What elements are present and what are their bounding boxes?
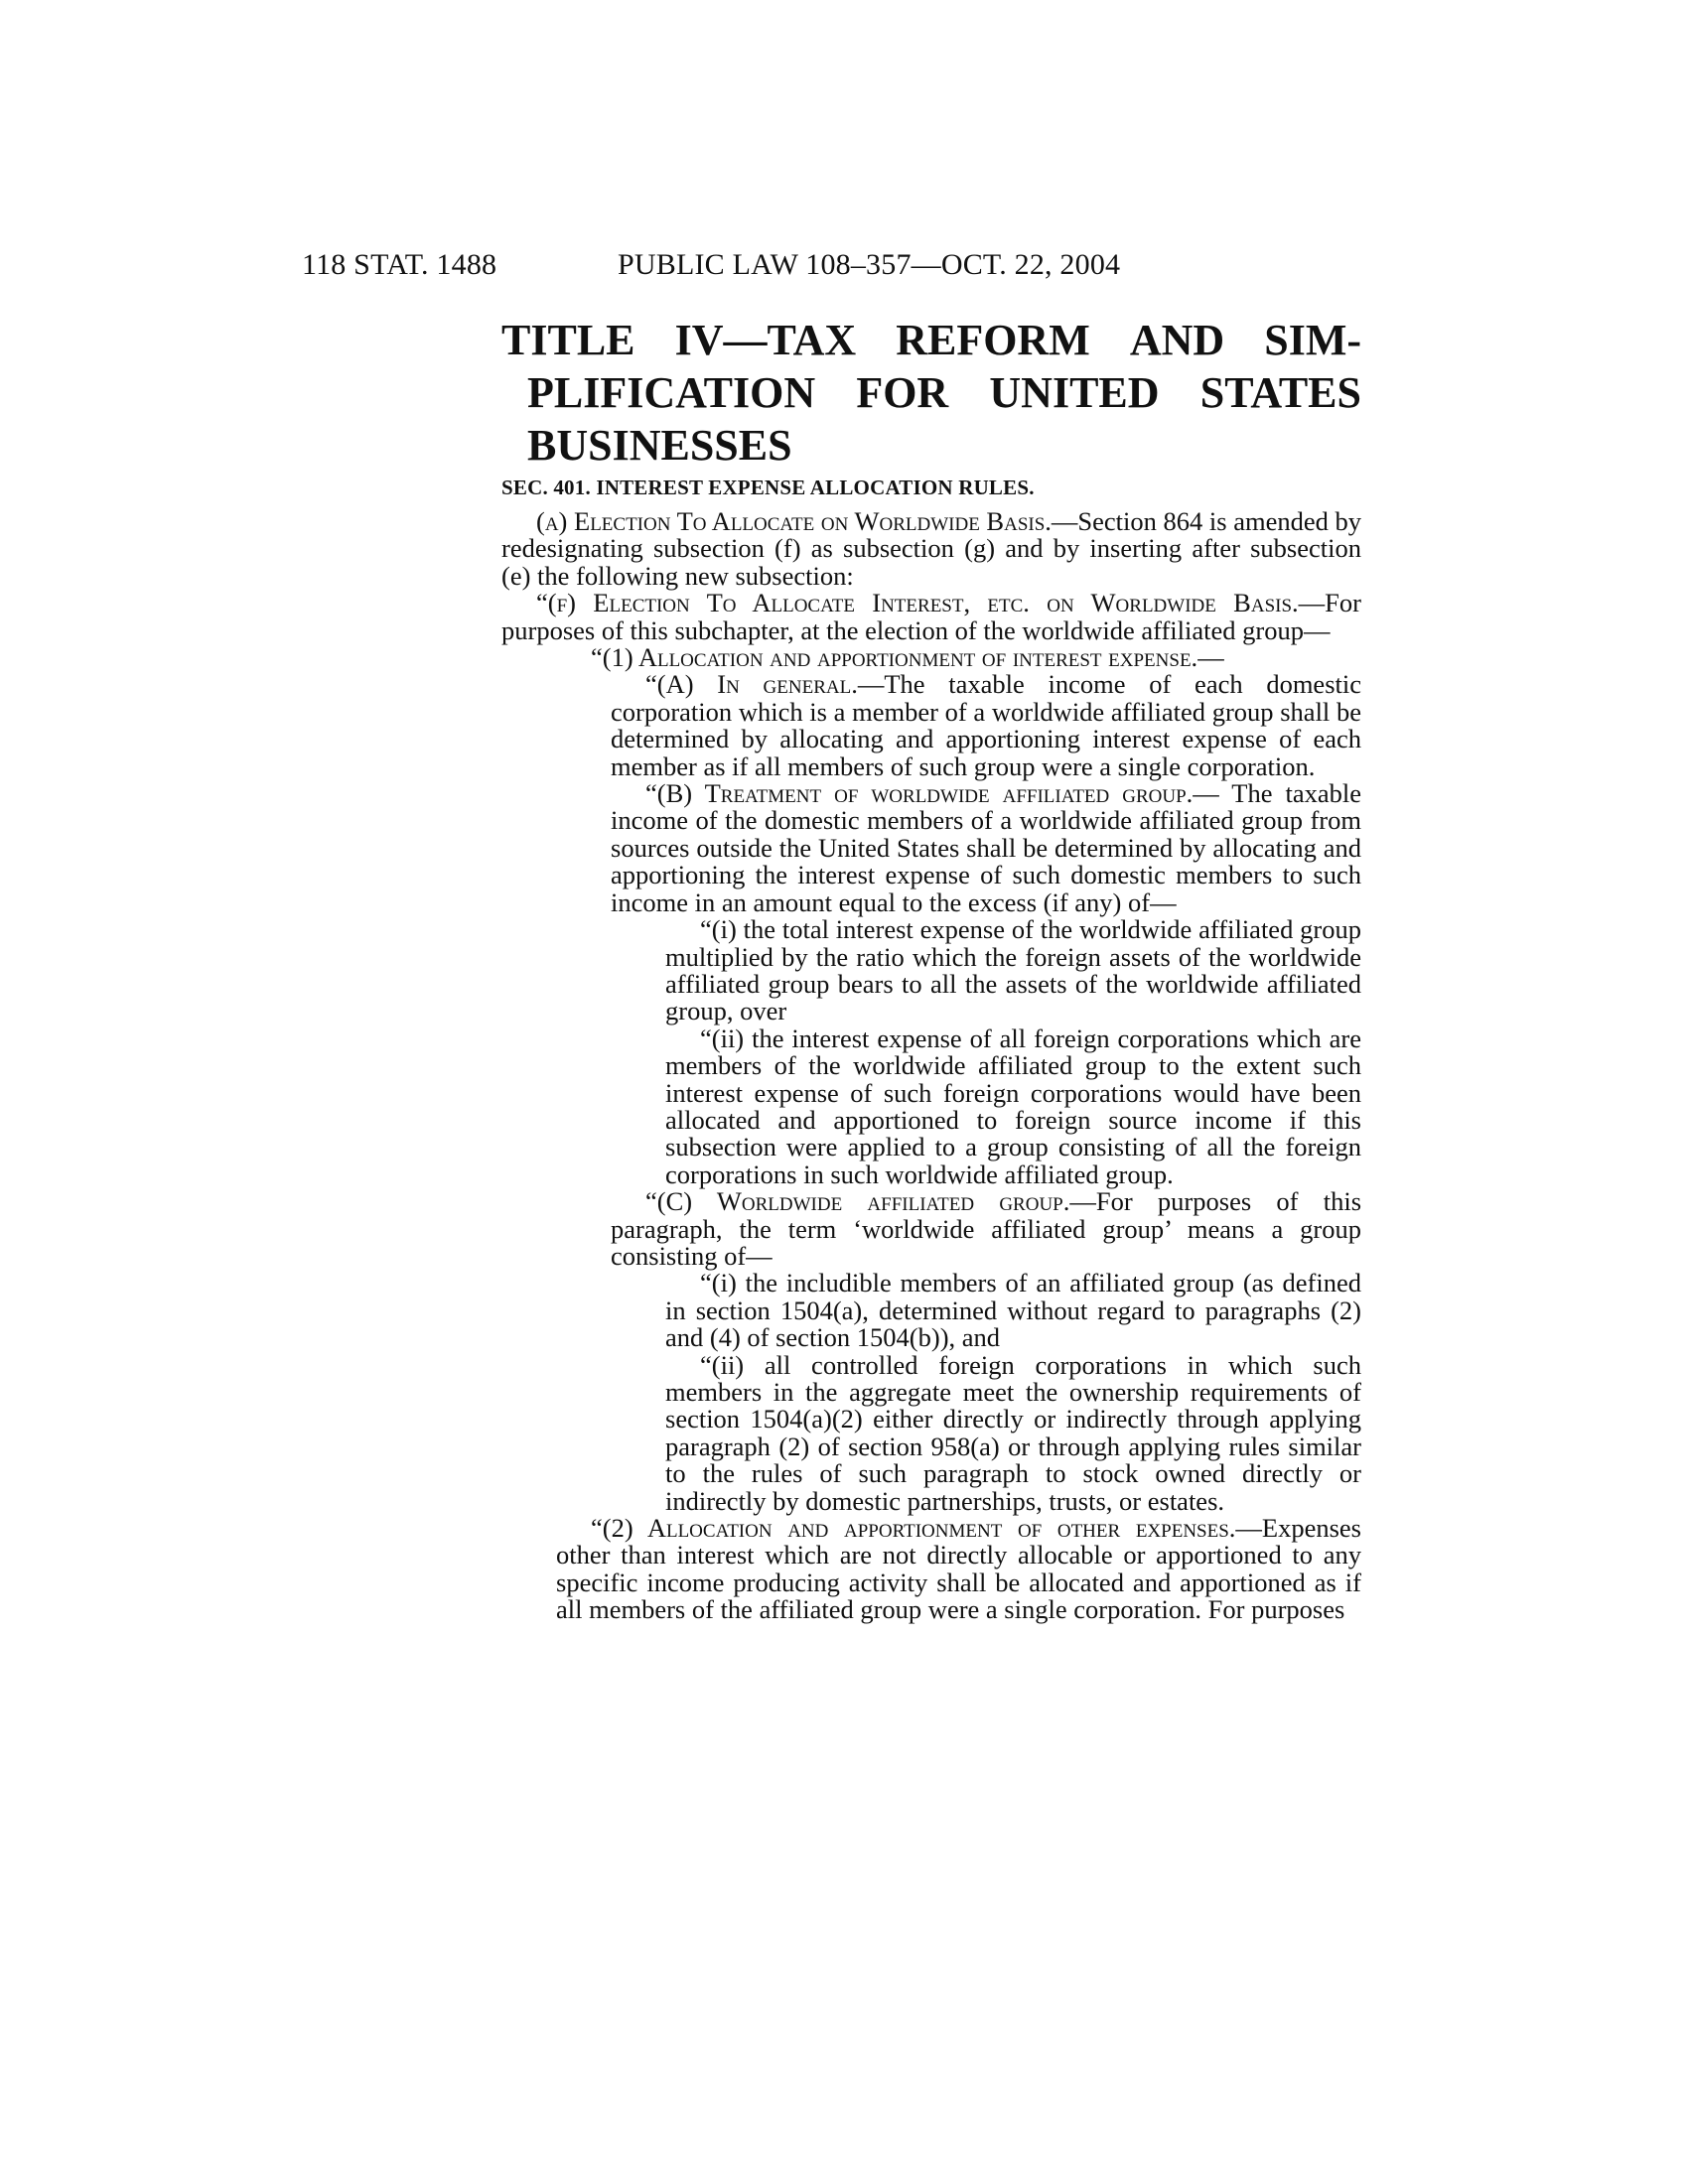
public-law-reference: PUBLIC LAW 108–357—OCT. 22, 2004 [618, 248, 1121, 281]
subparagraph-c [501, 1188, 1361, 1270]
paragraph-a [501, 508, 1361, 590]
title-line-1 [501, 314, 1361, 366]
section-body [501, 508, 1361, 1624]
paragraph-text: “(i) the total interest expense of the worldwide affiliated group multiplied by the ratio which the foreign assets of the worldwide affiliated group bears to all the assets of the worldwide affiliated group, over [665, 914, 1361, 1026]
title-line-2 [501, 366, 1361, 419]
stat-reference: 118 STAT. 1488 [302, 248, 497, 281]
clause-b-i [501, 916, 1361, 1025]
paragraph-text: —The taxable income of each domestic corporation which is a member of a worldwide affiliated group shall be determined by allocating and apportioning interest expense of each member as if all members of such group were a single corporation. [611, 669, 1361, 781]
paragraph-1 [501, 644, 1361, 671]
title-word: AND [1129, 316, 1225, 364]
clause-c-i [501, 1270, 1361, 1351]
paragraph-text: — The taxable income of the domestic members of a worldwide affiliated group from sources outside the United States shall be determined by allocating and apportioning the interest expense of such domestic members to such income in an amount equal to the excess (if any) of— [611, 778, 1361, 917]
paragraph-text: —For purposes of this subchapter, at the election of the worldwide affiliated group— [501, 588, 1361, 645]
title-word: TITLE [501, 316, 635, 364]
paragraph-2 [501, 1515, 1361, 1624]
paragraph-caption: (a) Election To Allocate on Worldwide Basis. [536, 506, 1052, 536]
paragraph-text: “(i) the includible members of an affiliated group (as defined in section 1504(a), determined without regard to paragraphs (2) and (4) of section 1504(b)), and [665, 1268, 1361, 1353]
title-heading [501, 314, 1361, 472]
paragraph-caption: “(C) Worldwide affiliated group. [645, 1186, 1070, 1217]
section-heading: SEC. 401. INTEREST EXPENSE ALLOCATION RULES. [501, 476, 1035, 499]
title-word: PLIFICATION [527, 368, 816, 417]
title-word: UNITED [989, 368, 1160, 417]
paragraph-text: — [1197, 642, 1224, 673]
title-word: BUSINESSES [527, 421, 792, 470]
title-word: SIM- [1264, 316, 1361, 364]
paragraph-caption: “(2) Allocation and apportionment of other expenses. [591, 1513, 1236, 1544]
paragraph-caption: “(A) In general. [645, 669, 858, 700]
subsection-f [501, 590, 1361, 644]
paragraph-text: —For purposes of this paragraph, the term ‘worldwide affiliated group’ means a group consisting of— [611, 1186, 1362, 1271]
title-word: STATES [1199, 368, 1361, 417]
clause-c-ii [501, 1349, 1361, 1516]
paragraph-text: —Section 864 is amended by redesignating subsection (f) as subsection (g) and by inserting after subsection (e) the following new subsection: [501, 506, 1362, 591]
paragraph-caption: “(B) Treatment of worldwide affiliated group. [645, 778, 1194, 809]
paragraph-caption: “(1) Allocation and apportionment of interest expense. [591, 642, 1198, 673]
paragraph-text: “(ii) the interest expense of all foreign corporations which are members of the worldwide affiliated group to the extent such interest expense of such foreign corporations would have been allocated and apportioned to foreign source income if this subsection were applied to a group consisting of all the foreign corporations in such worldwide affiliated group. [665, 1023, 1361, 1189]
paragraph-text: “(ii) all controlled foreign corporations in which such members in the aggregate meet the ownership requirements of section 1504(a)(2) either directly or indirectly through applying paragraph (2) of section 958(a) or through applying rules similar to the rules of such paragraph to stock owned directly or indirectly by domestic partnerships, trusts, or estates. [665, 1349, 1361, 1516]
subparagraph-b [501, 780, 1361, 916]
title-word: IV—TAX [674, 316, 857, 364]
clause-b-ii [501, 1025, 1361, 1188]
paragraph-text: —Expenses other than interest which are not directly allocable or apportioned to any specific income producing activity shall be allocated and apportioned as if all members of the affiliated group were a single corporation. For purposes [556, 1513, 1361, 1625]
subparagraph-a [501, 671, 1361, 780]
paragraph-caption: “(f) Election To Allocate Interest, etc. on Worldwide Basis. [536, 588, 1299, 618]
title-line-3 [501, 419, 1361, 472]
title-word: FOR [856, 368, 949, 417]
title-word: REFORM [896, 316, 1090, 364]
